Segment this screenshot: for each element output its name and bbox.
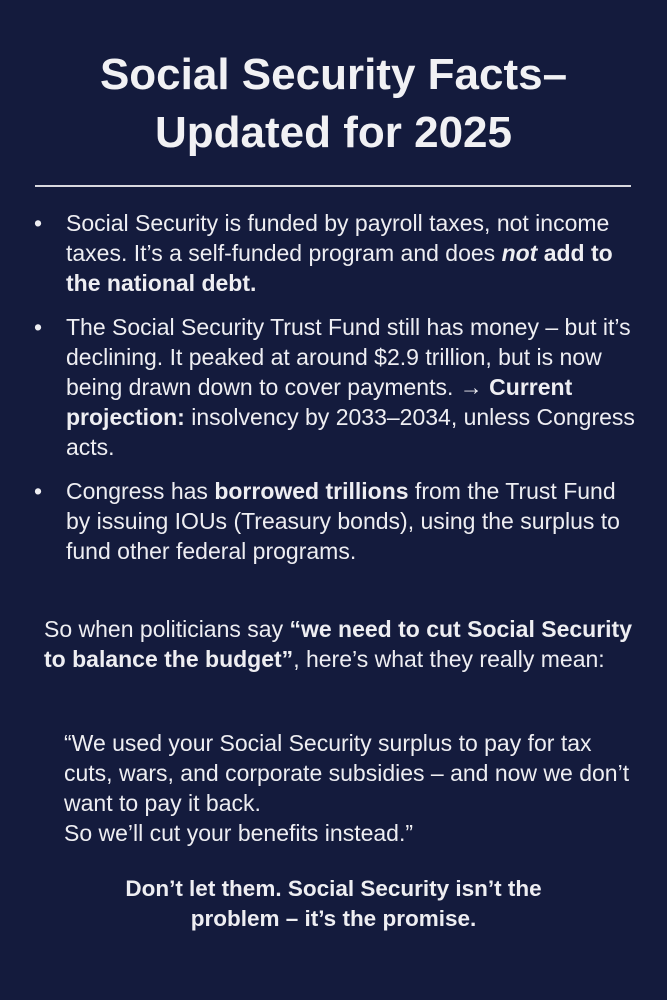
title-line-2: Updated for 2025 [155, 108, 512, 157]
quote-line-1: “We used your Social Security surplus to pay for tax cuts, wars, and corporate subsidies – and now we don’t want to pay it back. [64, 730, 630, 816]
title-line-1: Social Security Facts– [99, 50, 568, 99]
fact-text-tail: from the Trust Fund by issuing IOUs (Treasury bonds), using the surplus to fund other federal programs. [66, 478, 620, 564]
fact-item-trust-fund [30, 312, 640, 462]
paragraph-text-tail: , here’s what they really mean: [293, 646, 605, 672]
fact-text: Social Security is funded by payroll taxes, not income taxes. It’s a self-funded program and does [66, 210, 610, 266]
fact-text: The Social Security Trust Fund still has money – but it’s declining. It peaked at around $2.9 trillion, but is now being drawn down to cover payments. → [66, 314, 631, 400]
title-divider [35, 185, 631, 187]
fact-bold: borrowed trillions [214, 478, 409, 504]
paragraph-bold-quote: “we need to cut Social Security to balance the budget” [44, 616, 633, 672]
facts-list [30, 208, 640, 580]
fact-item-borrowed [30, 476, 640, 566]
fact-item-payroll-taxes [30, 208, 640, 298]
bullet-icon: • [34, 210, 43, 236]
closing-statement [0, 874, 667, 934]
politicians-paragraph [44, 614, 644, 674]
closing-line-2: problem – it’s the promise. [190, 906, 477, 931]
paragraph-text: So when politicians say [44, 616, 290, 642]
closing-line-1: Don’t let them. Social Security isn’t the [125, 876, 542, 901]
meaning-quote [64, 728, 644, 848]
fact-text-tail: insolvency by 2033–2034, unless Congress acts. [66, 404, 635, 460]
fact-bold: Current projection: [66, 374, 573, 430]
quote-line-2: So we’ll cut your benefits instead.” [64, 820, 414, 846]
fact-emphasis: not [501, 240, 538, 266]
bullet-icon: • [34, 478, 43, 504]
fact-text: Congress has [66, 478, 215, 504]
page-title [0, 46, 667, 162]
bullet-icon: • [34, 314, 43, 340]
fact-bold: add to the national debt. [66, 240, 613, 296]
